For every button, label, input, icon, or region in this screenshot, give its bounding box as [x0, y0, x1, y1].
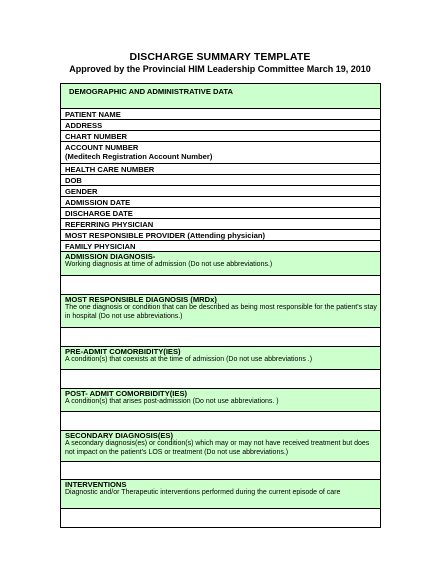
secondary-diagnosis-description: A secondary diagnosis(es) or condition(s) which may or may not have received treatment but does not impact on the patient's LOS or treatment (Do not use abbreviations.): [65, 440, 370, 456]
page-title: DISCHARGE SUMMARY TEMPLATE: [129, 51, 311, 63]
field-family-physician[interactable]: FAMILY PHYSICIAN: [61, 241, 381, 252]
section-most-responsible-diagnosis: [61, 295, 381, 328]
section-secondary-diagnosis: [61, 431, 381, 462]
field-chart-number[interactable]: CHART NUMBER: [61, 131, 381, 142]
field-patient-name[interactable]: PATIENT NAME: [61, 109, 381, 120]
interventions-title: INTERVENTIONS: [65, 480, 127, 489]
field-admission-date[interactable]: ADMISSION DATE: [61, 197, 381, 208]
secondary-diagnosis-entry[interactable]: [61, 462, 381, 480]
demographic-section-header: DEMOGRAPHIC AND ADMINISTRATIVE DATA: [61, 84, 381, 109]
pre-admit-comorbidity-description: A condition(s) that coexists at the time of admission (Do not use abbreviations .): [65, 356, 313, 363]
admission-diagnosis-entry[interactable]: [61, 276, 381, 295]
mrdx-entry[interactable]: [61, 328, 381, 347]
mrdx-title: MOST RESPONSIBLE DIAGNOSIS (MRDx): [65, 295, 217, 304]
post-admit-comorbidity-entry[interactable]: [61, 412, 381, 431]
pre-admit-comorbidity-entry[interactable]: [61, 370, 381, 389]
account-number-sublabel: (Meditech Registration Account Number): [65, 152, 213, 161]
field-gender[interactable]: GENDER: [61, 186, 381, 197]
section-pre-admit-comorbidity: [61, 347, 381, 370]
pre-admit-comorbidity-title: PRE-ADMIT COMORBIDITY(IES): [65, 347, 181, 356]
post-admit-comorbidity-title: POST- ADMIT COMORBIDITY(IES): [65, 389, 188, 398]
field-dob[interactable]: DOB: [61, 175, 381, 186]
field-discharge-date[interactable]: DISCHARGE DATE: [61, 208, 381, 219]
secondary-diagnosis-title: SECONDARY DIAGNOSIS(ES): [65, 431, 174, 440]
mrdx-description: The one diagnosis or condition that can be described as being most responsible for the patient's stay in hospital (Do not use abbreviations.): [65, 304, 377, 320]
admission-diagnosis-description: Working diagnosis at time of admission (Do not use abbreviations.): [65, 261, 273, 268]
post-admit-comorbidity-description: A condition(s) that arises post-admission (Do not use abbreviations. ): [65, 398, 279, 405]
field-health-care-number[interactable]: HEALTH CARE NUMBER: [61, 164, 381, 175]
section-admission-diagnosis: [61, 252, 381, 276]
field-account-number[interactable]: [61, 142, 381, 164]
field-referring-physician[interactable]: REFERRING PHYSICIAN: [61, 219, 381, 230]
section-interventions: [61, 480, 381, 509]
discharge-summary-form: [60, 83, 381, 528]
field-most-responsible-provider[interactable]: MOST RESPONSIBLE PROVIDER (Attending physician): [61, 230, 381, 241]
account-number-label: ACCOUNT NUMBER: [65, 143, 139, 152]
interventions-entry[interactable]: [61, 509, 381, 528]
field-address[interactable]: ADDRESS: [61, 120, 381, 131]
interventions-description: Diagnostic and/or Therapeutic interventions performed during the current episode of care: [65, 489, 341, 496]
admission-diagnosis-title: ADMISSION DIAGNOSIS-: [65, 252, 156, 261]
page-subtitle: Approved by the Provincial HIM Leadership Committee March 19, 2010: [69, 64, 371, 74]
section-post-admit-comorbidity: [61, 389, 381, 412]
